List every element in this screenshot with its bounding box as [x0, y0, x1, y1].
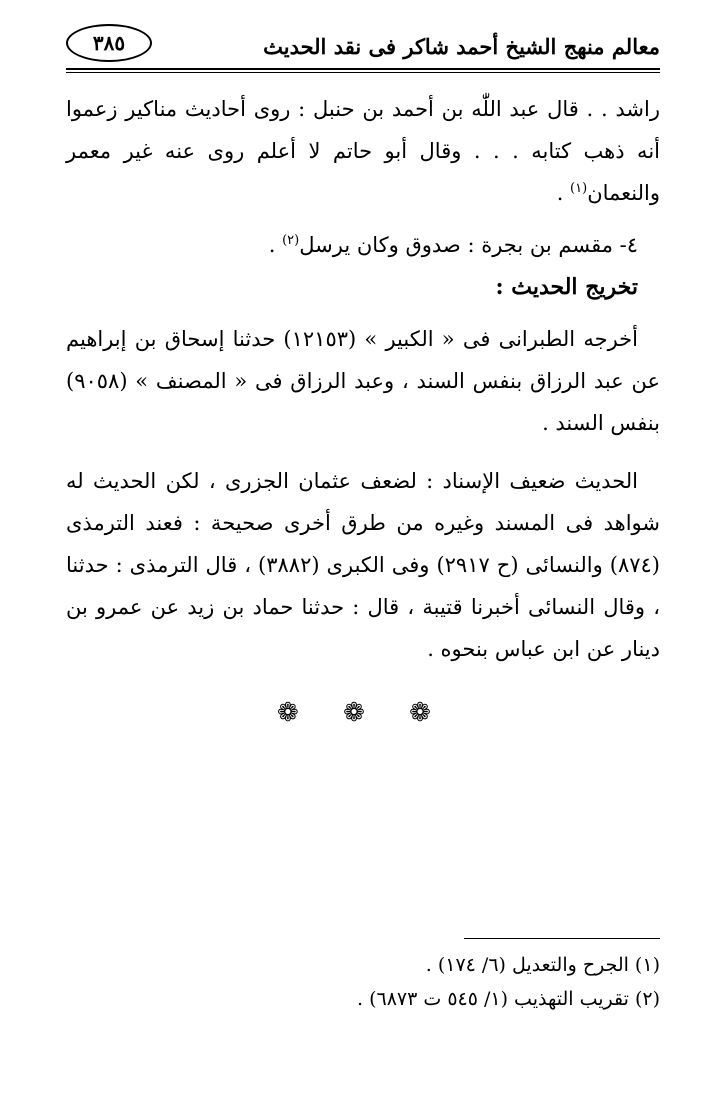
paragraph-takhrij: أخرجه الطبرانى فى « الكبير » (١٢١٥٣) حدثنا إسحاق بن إبراهيم عن عبد الرزاق بنفس السند ، وعبد الرزاق فى « المصنف » (٩٠٥٨) بنفس السند .: [66, 327, 660, 435]
paragraph-text: ٤- مقسم بن بجرة : صدوق وكان يرسل: [299, 233, 638, 257]
section-heading: تخريج الحديث :: [495, 274, 638, 300]
header-rule-thin: [66, 72, 660, 73]
flower-ornament-icon: ❁: [343, 698, 383, 728]
running-title: معالم منهج الشيخ أحمد شاكر فى نقد الحديث: [263, 34, 660, 59]
flower-ornament-icon: ❁: [277, 698, 317, 728]
footnote-ref-1: (١): [570, 181, 588, 196]
body-text: [66, 88, 660, 734]
paragraph-narrator-notes: [66, 88, 660, 214]
header-rule: [66, 68, 660, 70]
section-ornaments: [66, 692, 660, 734]
paragraph-text: راشد . . قال عبد اللّٰه بن أحمد بن حنبل : روى أحاديث مناكير زعموا أنه ذهب كتابه . . . وقال أبو حاتم لا أعلم روى عنه غير معمر والنعمان: [66, 97, 660, 205]
page-number: ٣٨٥: [66, 24, 152, 62]
flower-ornament-icon: ❁: [409, 698, 449, 728]
footnote-2: (٢) تقريب التهذيب (١/ ٥٤٥ ت ٦٨٧٣) .: [357, 988, 660, 1010]
page-header: [66, 22, 660, 68]
footnote-1: (١) الجرح والتعديل (٦/ ١٧٤) .: [425, 954, 660, 976]
paragraph-end: .: [556, 181, 571, 205]
footnote-rule: [464, 938, 660, 939]
paragraph-narrator-4: [66, 224, 660, 266]
paragraph-end: .: [268, 233, 283, 257]
footnote-ref-2: (٢): [282, 233, 300, 248]
paragraph-grading: الحديث ضعيف الإسناد : لضعف عثمان الجزرى ، لكن الحديث له شواهد فى المسند وغيره من طرق أخرى صحيحة : فعند الترمذى (٨٧٤) والنسائى (ح ٢٩١٧) وفى الكبرى (٣٨٨٢) ، قال الترمذى : حدثنا ، وقال النسائى أخبرنا قتيبة ، قال : حدثنا حماد بن زيد عن عمرو بن دينار عن ابن عباس بنحوه .: [66, 469, 660, 661]
footnotes: [66, 948, 660, 1016]
